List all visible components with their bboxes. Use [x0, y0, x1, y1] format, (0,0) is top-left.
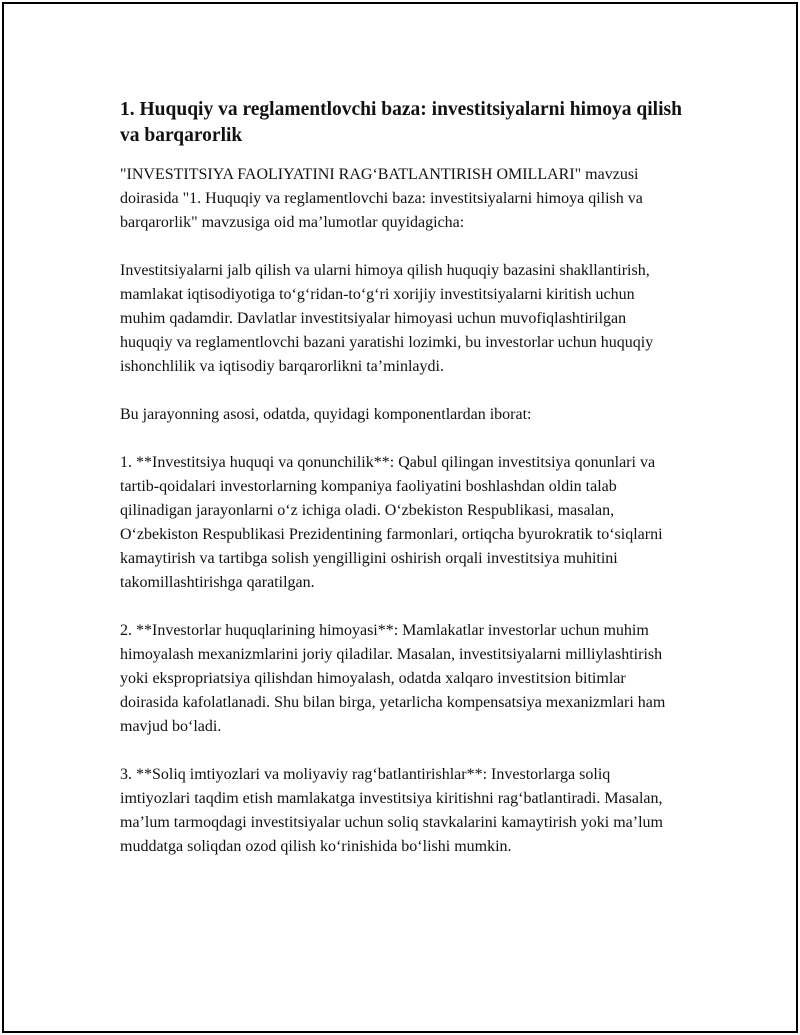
legal-base-paragraph: Investitsiyalarni jalb qilish va ularni himoya qilish huquqiy bazasini shakllantirish, mamlakat iqtisodiyotiga to‘g‘ridan-to‘g‘ri xorijiy investitsiyalarni kiritish uchun muhim qadamdir. Davlatlar investitsiyalar himoyasi uchun muvofiqlashtirilgan huquqiy va reglamentlovchi bazani yaratishi lozimki, bu investorlar uchun huquqiy ishonchlilik va iqtisodiy barqarorlikni ta’minlaydi.: [120, 262, 654, 375]
document-title: 1. Huquqiy va reglamentlovchi baza: investitsiyalarni himoya qilish va barqarorlik: [120, 99, 682, 146]
document-page: [2, 2, 798, 1033]
list-item-investment-law: 1. **Investitsiya huquqi va qonunchilik**: Qabul qilingan investitsiya qonunlari va tartib-qoidalari investorlarning kompaniya faoliyatini boshlashdan oldin talab qilinadigan jarayonlarni o‘z ichiga oladi. O‘zbekiston Respublikasi, masalan, O‘zbekiston Respublikasi Prezidentining farmonlari, ortiqcha byurokratik to‘siqlarni kamaytirish va tartibga solish yengilligini oshirish orqali investitsiya muhitini takomillashtirishga qaratilgan.: [120, 454, 663, 591]
list-item-tax-incentives: 3. **Soliq imtiyozlari va moliyaviy rag‘batlantirishlar**: Investorlarga soliq imtiyozlari taqdim etish mamlakatga investitsiya kiritishni rag‘batlantiradi. Masalan, ma’lum tarmoqdagi investitsiyalar uchun soliq stavkalarini kamaytirish yoki ma’lum muddatga soliqdan ozod qilish ko‘rinishida bo‘lishi mumkin.: [120, 766, 663, 855]
list-item-investor-rights: 2. **Investorlar huquqlarining himoyasi**: Mamlakatlar investorlar uchun muhim himoyalash mexanizmlarini joriy qiladilar. Masalan, investitsiyalarni milliylashtirish yoki ekspropriatsiya qilishdan himoyalash, odatda xalqaro investitsion bitimlar doirasida kafolatlanadi. Shu bilan birga, yetarlicha kompensatsiya mexanizmlari ham mavjud bo‘ladi.: [120, 622, 666, 735]
components-intro-paragraph: Bu jarayonning asosi, odatda, quyidagi komponentlardan iborat:: [120, 406, 532, 423]
document-body: [120, 97, 682, 883]
intro-paragraph: "INVESTITSIYA FAOLIYATINI RAG‘BATLANTIRISH OMILLARI" mavzusi doirasida "1. Huquqiy va reglamentlovchi baza: investitsiyalarni himoya qilish va barqarorlik" mavzusiga oid ma’lumotlar quyidagicha:: [120, 166, 643, 231]
